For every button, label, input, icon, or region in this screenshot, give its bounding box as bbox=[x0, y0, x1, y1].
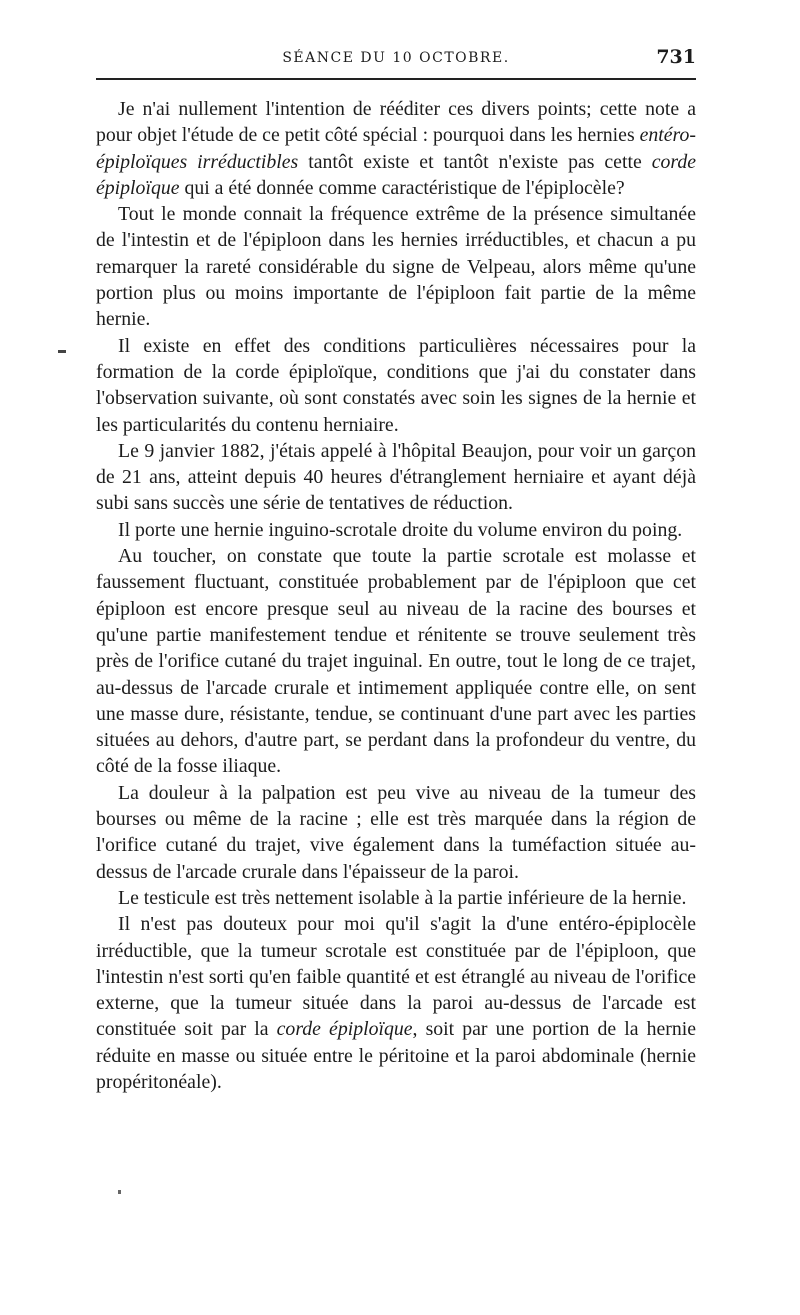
text-run: tantôt existe et tantôt n'existe pas cette bbox=[298, 150, 652, 173]
paragraph: Il existe en effet des conditions particulières nécessaires pour la formation de la corde épiploïque, conditions que j'ai du constater dans l'observation suivante, où sont constatés avec soin les signes de la hernie et les particularités du contenu herniaire. bbox=[96, 334, 696, 436]
page-number: 731 bbox=[656, 46, 696, 68]
running-title: SÉANCE DU 10 OCTOBRE. bbox=[282, 50, 510, 66]
text-run: Je n'ai nullement l'intention de rééditer ces divers points; cette note a pour objet l'étude de ce petit côté spécial : pourquoi dans les hernies bbox=[96, 98, 696, 147]
header-rule bbox=[96, 78, 696, 80]
paragraph: Il porte une hernie inguino-scrotale droite du volume environ du poing. bbox=[118, 518, 683, 541]
page-header bbox=[96, 48, 696, 74]
paragraph bbox=[96, 96, 696, 201]
margin-dot bbox=[118, 1190, 121, 1194]
paragraph: Tout le monde connait la fréquence extrême de la présence simultanée de l'intestin et de l'épiploon dans les hernies irréductibles, et chacun a pu remarquer la rareté considérable du signe de Velpeau, alors même qu'une portion plus ou moins importante de l'épiploon fait partie de la même hernie. bbox=[96, 203, 696, 331]
margin-mark bbox=[58, 350, 66, 353]
text-run: qui a été donnée comme caractéristique de l'épiplocèle? bbox=[179, 176, 625, 199]
text-run: , soit par une portion de la hernie réduite en masse ou située entre le péritoine et la paroi abdominale (hernie propéritonéale). bbox=[96, 1018, 696, 1093]
paragraph: La douleur à la palpation est peu vive au niveau de la tumeur des bourses ou même de la racine ; elle est très marquée dans la région de l'orifice cutané du trajet, vive également dans la tuméfaction située au-dessus de l'arcade crurale dans l'épaisseur de la paroi. bbox=[96, 781, 696, 883]
text-run: Il n'est pas douteux pour moi qu'il s'agit la d'une entéro-épiplocèle irréductible, que la tumeur scrotale est constituée par de l'épiploon, que l'intestin n'est sorti qu'en faible quantité et est étranglé au niveau de l'orifice externe, que la tumeur située dans la paroi au-dessus de l'arcade est constituée soit par la bbox=[96, 913, 696, 1041]
paragraph: Le testicule est très nettement isolable à la partie inférieure de la hernie. bbox=[118, 886, 687, 909]
paragraph: Au toucher, on constate que toute la partie scrotale est molasse et faussement fluctuant, constituée probablement par de l'épiploon que cet épiploon est encore presque seul au niveau de la racine des bourses et qu'une partie manifestement tendue et rénitente se trouve seulement très près de l'orifice cutané du trajet inguinal. En outre, tout le long de ce trajet, au-dessus de l'arcade crurale et intimement appliquée contre elle, on sent une masse dure, résistante, tendue, se continuant d'une part avec les parties situées au dehors, d'autre part, se perdant dans la profondeur du ventre, du côté de la fosse iliaque. bbox=[96, 545, 696, 778]
body-text bbox=[96, 96, 696, 1095]
paragraph: Le 9 janvier 1882, j'étais appelé à l'hôpital Beaujon, pour voir un garçon de 21 ans, atteint depuis 40 heures d'étranglement herniaire et ayant déjà subi sans succès une série de tentatives de réduction. bbox=[96, 439, 696, 515]
paragraph bbox=[96, 911, 696, 1095]
italic-term: corde épiploïque bbox=[276, 1018, 413, 1041]
italic-term: entéro-épiploïques irréductibles bbox=[96, 124, 696, 173]
italic-term: corde épiploïque bbox=[96, 150, 697, 199]
